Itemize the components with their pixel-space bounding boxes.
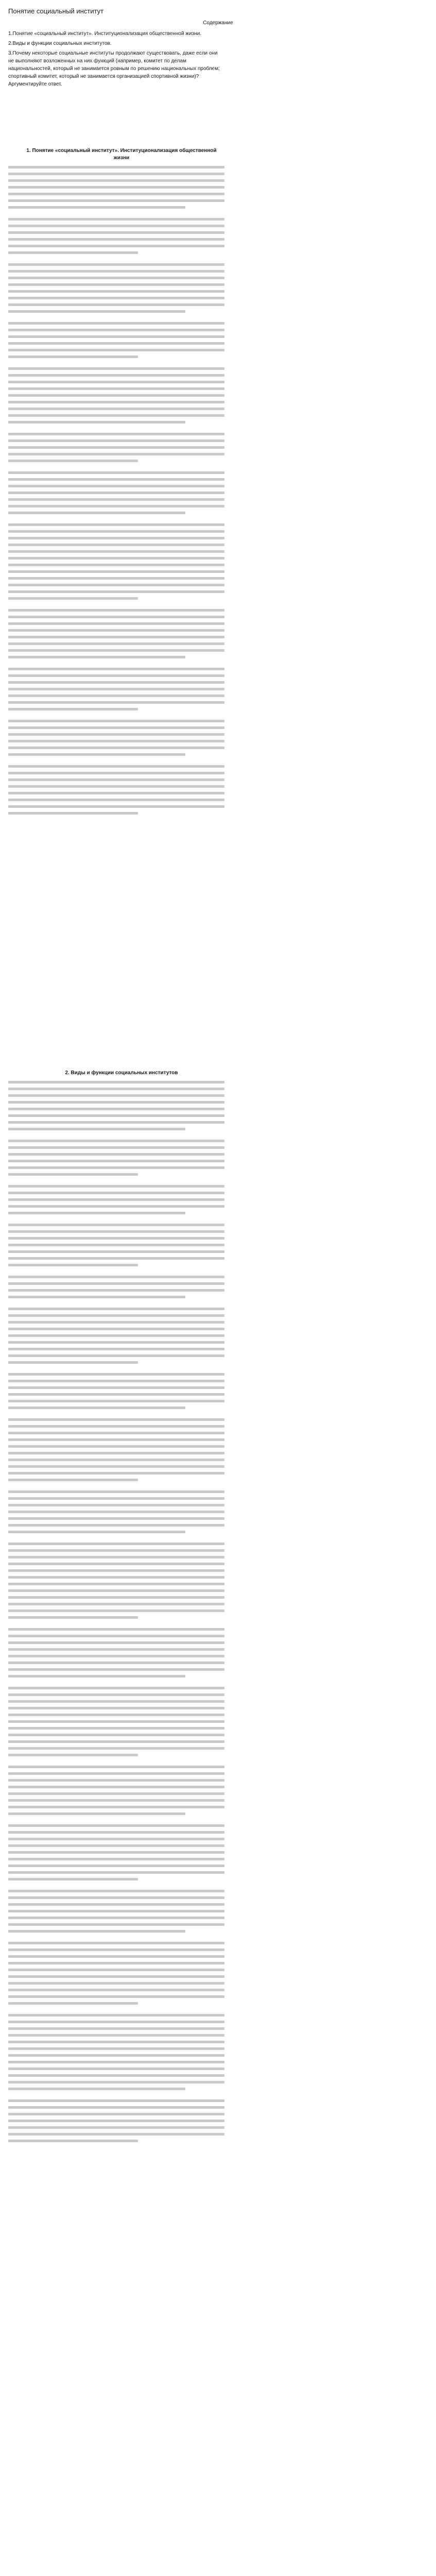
section-body bbox=[8, 1081, 224, 2142]
section-heading: 1. Понятие «социальный институт». Институционализация общественной жизни bbox=[26, 148, 217, 161]
toc-item: 3.Почему некоторые социальные институты продолжают существовать, даже если они не выполняют возложенных на них функций (например, комитет по делам национальностей, который не занимается ровным по решению национальных проблем; спортивный комитет, который не занимается организацией спортивной жизни)?Аргументируйте ответ. bbox=[8, 50, 220, 87]
section-heading: 2. Виды и функции социальных институтов bbox=[65, 1070, 178, 1076]
toc-title: Содержание bbox=[203, 20, 233, 26]
toc-item: 2.Виды и функции социальных институтов. bbox=[8, 41, 112, 46]
table-of-contents bbox=[8, 20, 428, 88]
section-2 bbox=[8, 1070, 224, 2146]
toc-item: 1.Понятие «социальный институт». Институционализация общественной жизни. bbox=[8, 31, 202, 37]
section-body bbox=[8, 166, 224, 815]
document-title: Понятие социальный институт bbox=[8, 7, 104, 15]
section-1 bbox=[8, 147, 224, 819]
